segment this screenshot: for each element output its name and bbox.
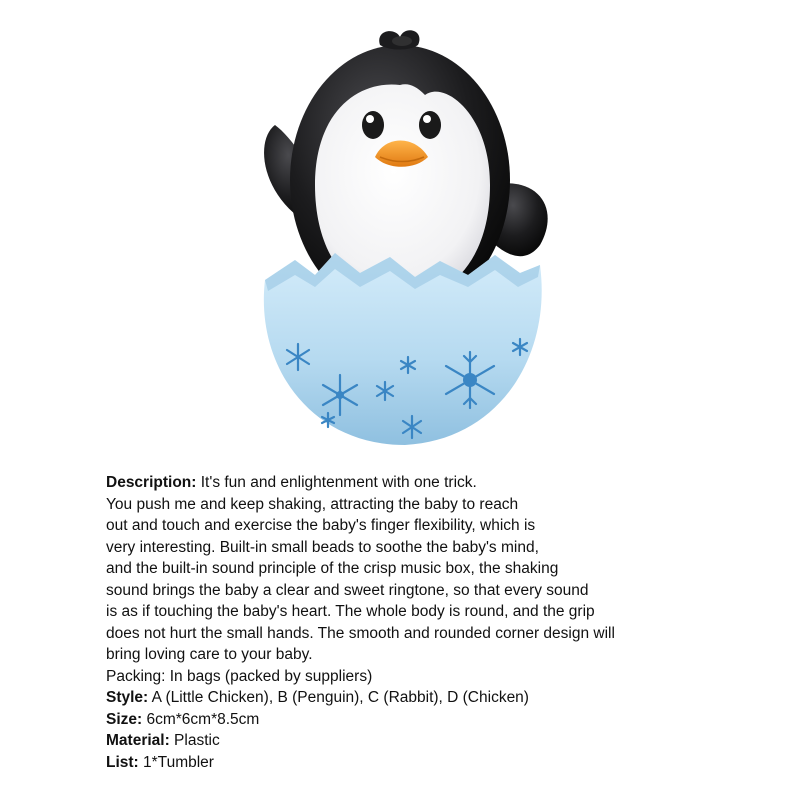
description-line-3: very interesting. Built-in small beads to soothe the baby's mind,	[106, 538, 539, 556]
list-value: 1*Tumbler	[138, 753, 214, 771]
penguin-tumbler-icon	[240, 25, 560, 465]
description-text: It's fun and enlightenment with one trick.	[196, 474, 477, 491]
size-value: 6cm*6cm*8.5cm	[142, 710, 260, 728]
list-label: List:	[106, 753, 139, 771]
description-line-2: out and touch and exercise the baby's finger flexibility, which is	[106, 517, 536, 534]
description-line-5: sound brings the baby a clear and sweet ringtone, so that every sound	[106, 581, 589, 599]
product-image	[240, 25, 560, 465]
style-line	[106, 687, 726, 709]
style-value: A (Little Chicken), B (Penguin), C (Rabbit), D (Chicken)	[148, 689, 529, 706]
material-value: Plastic	[169, 732, 220, 749]
style-label: Style:	[106, 689, 149, 706]
packing-line: Packing: In bags (packed by suppliers)	[106, 667, 373, 685]
size-line	[106, 709, 726, 731]
description-label: Description:	[106, 474, 197, 491]
description-line-4: and the built-in sound principle of the crisp music box, the shaking	[106, 560, 559, 577]
material-label: Material:	[106, 732, 170, 749]
description-line-6: is as if touching the baby's heart. The whole body is round, and the grip	[106, 603, 595, 620]
description-line-1: You push me and keep shaking, attracting the baby to reach	[106, 495, 519, 513]
description-line-0	[106, 472, 726, 494]
description-line-8: bring loving care to your baby.	[106, 646, 313, 663]
size-label: Size:	[106, 710, 143, 728]
material-line	[106, 730, 726, 752]
list-line	[106, 752, 726, 774]
product-description	[106, 472, 726, 773]
description-line-7: does not hurt the small hands. The smooth and rounded corner design will	[106, 624, 615, 642]
